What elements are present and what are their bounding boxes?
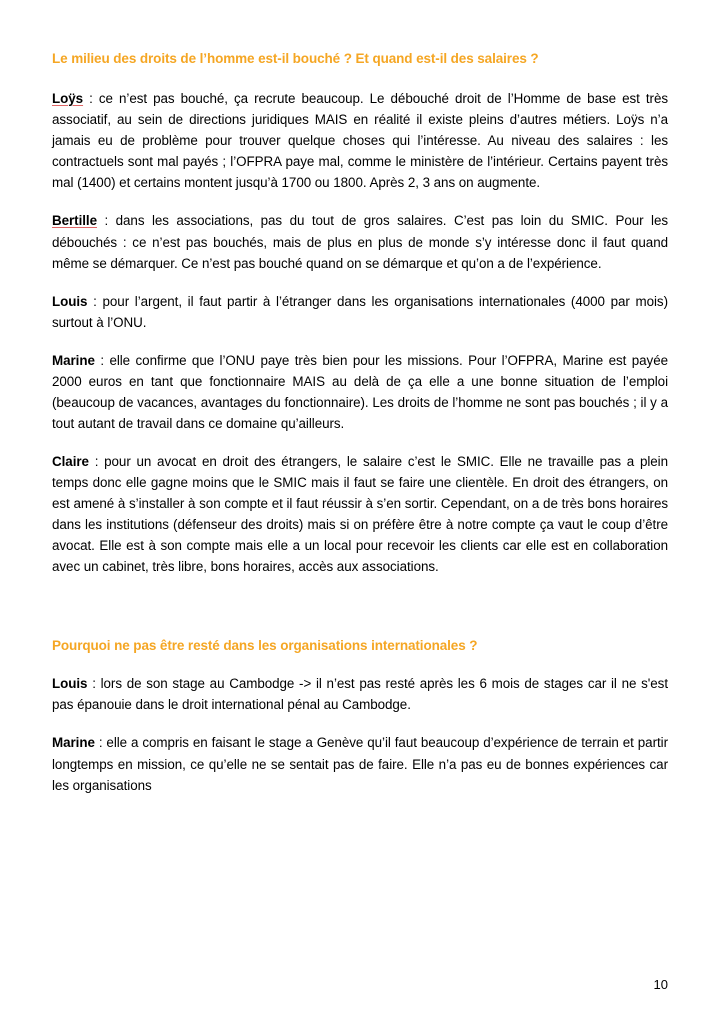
paragraph (52, 291, 668, 333)
paragraph (52, 210, 668, 273)
paragraph-text: : pour un avocat en droit des étrangers, le salaire c’est le SMIC. Elle ne travaille pas a plein temps donc elle gagne moins que le SMIC mais il faut se faire une clientèle. En droit des étrangers, on est amené à s’installer à son compte et il faut réussir à s’en sortir. Cependant, on a de très bons horaires dans les institutions (défenseur des droits) mais si on préfère être à notre compte ça vaut le coup d’être avocat. Elle est à son compte mais elle a un local pour recevoir les clients car elle est en collaboration avec un cabinet, très libre, bons horaires, accès aux associations. (52, 453, 668, 575)
paragraph (52, 732, 668, 795)
paragraph-text: : elle confirme que l’ONU paye très bien pour les missions. Pour l’OFPRA, Marine est payée 2000 euros en tant que fonctionnaire MAIS au delà de ça elle a une bonne situation de l’emploi (beaucoup de vacances, avantages du fonctionnaire). Les droits de l’homme ne sont pas bouchés ; il y a tout autant de travail dans ce domaine qu’ailleurs. (52, 352, 668, 431)
paragraph-text: : lors de son stage au Cambodge -> il n’est pas resté après les 6 mois de stages car il ne s'est pas épanouie dans le droit international pénal au Cambodge. (52, 676, 668, 713)
section-heading-2: Pourquoi ne pas être resté dans les organisations internationales ? (52, 638, 478, 654)
paragraph (52, 88, 668, 193)
paragraph-text: : dans les associations, pas du tout de gros salaires. C’est pas loin du SMIC. Pour les débouchés : ce n’est pas bouchés, mais de plus en plus de monde s’y intéresse donc il faut quand même se démarquer. Ce n’est pas bouché quand on se démarque et qu’on a de l’expérience. (52, 213, 668, 271)
paragraph (52, 451, 668, 577)
paragraph-text: : pour l’argent, il faut partir à l’étranger dans les organisations internationales (4000 par mois) surtout à l’ONU. (52, 293, 668, 330)
speaker-name: Louis (52, 676, 88, 692)
speaker-name: Bertille (52, 213, 97, 229)
paragraph (52, 673, 668, 715)
section-heading-1: Le milieu des droits de l’homme est-il bouché ? Et quand est-il des salaires ? (52, 51, 539, 66)
paragraph-text: : elle a compris en faisant le stage a Genève qu’il faut beaucoup d’expérience de terrain et partir longtemps en mission, ce qu’elle ne se sentait pas de faire. Elle n’a pas eu de bonnes expériences car les organisations (52, 735, 668, 793)
paragraph (52, 350, 668, 434)
speaker-name: Marine (52, 352, 95, 368)
page-number: 10 (653, 977, 668, 992)
speaker-name: Louis (52, 293, 88, 309)
speaker-name: Loÿs (52, 91, 84, 107)
speaker-name: Marine (52, 735, 95, 751)
speaker-name: Claire (52, 453, 89, 469)
paragraph-text: : ce n’est pas bouché, ça recrute beaucoup. Le débouché droit de l’Homme de base est très associatif, au sein de directions juridiques MAIS en réalité il existe pleins d’autres métiers. Loÿs n’a jamais eu de problème pour trouver quelque choses qui l’intéresse. Au niveau des salaires : les contractuels sont mal payés ; l’OFPRA paye mal, comme le ministère de l’intérieur. Certains payent très mal (1400) et certains montent jusqu’à 1700 ou 1800. Après 2, 3 ans on augmente. (52, 91, 668, 191)
